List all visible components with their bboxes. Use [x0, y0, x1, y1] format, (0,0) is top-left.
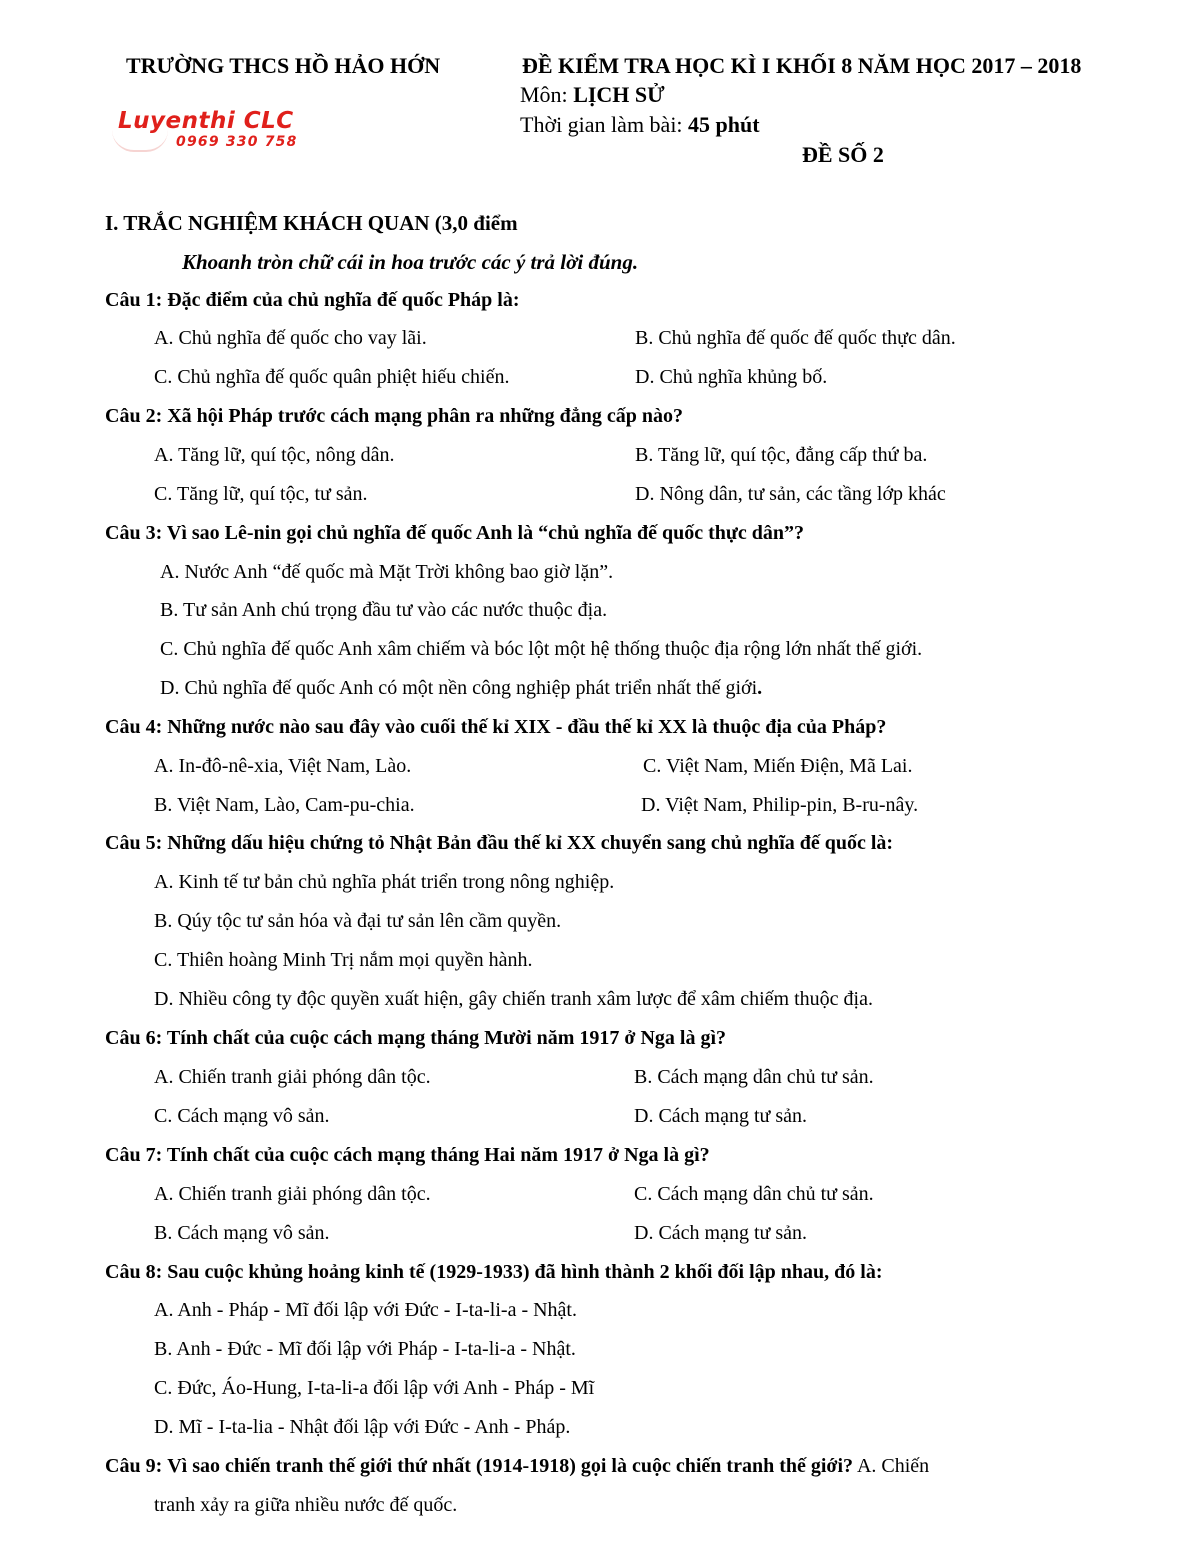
option-4b: B. Việt Nam, Lào, Cam-pu-chia.	[154, 794, 415, 816]
option-6d: D. Cách mạng tư sản.	[634, 1105, 808, 1127]
option-7b: B. Cách mạng vô sản.	[154, 1222, 330, 1244]
option-8a: A. Anh - Pháp - Mĩ đối lập với Đức - I-ta-li-a - Nhật.	[154, 1299, 577, 1321]
time-row	[520, 112, 760, 137]
option-1b: B. Chủ nghĩa đế quốc đế quốc thực dân.	[635, 327, 956, 349]
question-label: Câu 1:	[105, 289, 163, 311]
option-3b: B. Tư sản Anh chú trọng đầu tư vào các nước thuộc địa.	[160, 599, 608, 621]
option-6c: C. Cách mạng vô sản.	[154, 1105, 330, 1127]
option-5d: D. Nhiều công ty độc quyền xuất hiện, gây chiến tranh xâm lược để xâm chiếm thuộc địa.	[154, 988, 873, 1010]
section-title: I. TRẮC NGHIỆM KHÁCH QUAN (3,0 điểm	[105, 211, 518, 235]
exam-code: ĐỀ SỐ 2	[802, 142, 884, 167]
subject-row	[520, 82, 665, 107]
question-text: Vì sao chiến tranh thế giới thứ nhất (1914-1918) gọi là cuộc chiến tranh thế giới?	[167, 1455, 854, 1477]
option-9a-continued: tranh xảy ra giữa nhiều nước đế quốc.	[154, 1494, 458, 1516]
question-label: Câu 8:	[105, 1261, 163, 1283]
question-text: Tính chất của cuộc cách mạng tháng Mười năm 1917 ở Nga là gì?	[166, 1027, 727, 1049]
question-label: Câu 4:	[105, 716, 163, 738]
question-5	[105, 832, 893, 855]
option-1a: A. Chủ nghĩa đế quốc cho vay lãi.	[154, 327, 427, 349]
option-1d: D. Chủ nghĩa khủng bố.	[635, 366, 828, 388]
option-3a: A. Nước Anh “đế quốc mà Mặt Trời không bao giờ lặn”.	[160, 561, 614, 583]
question-label: Câu 6:	[105, 1027, 163, 1049]
option-7a: A. Chiến tranh giải phóng dân tộc.	[154, 1183, 431, 1205]
question-label: Câu 5:	[105, 832, 163, 854]
logo-name: Luyenthi CLC	[118, 108, 294, 134]
option-6a: A. Chiến tranh giải phóng dân tộc.	[154, 1066, 431, 1088]
option-2d: D. Nông dân, tư sản, các tầng lớp khác	[635, 483, 946, 505]
question-text: Những dấu hiệu chứng tỏ Nhật Bản đầu thế kỉ XX chuyển sang chủ nghĩa đế quốc là:	[167, 832, 894, 854]
question-label: Câu 2:	[105, 405, 163, 427]
option-8d: D. Mĩ - I-ta-lia - Nhật đối lập với Đức - Anh - Pháp.	[154, 1416, 571, 1438]
option-6b: B. Cách mạng dân chủ tư sản.	[634, 1066, 874, 1088]
exam-title: ĐỀ KIỂM TRA HỌC KÌ I KHỐI 8 NĂM HỌC 2017 – 2018	[522, 53, 1082, 78]
option-8c: C. Đức, Áo-Hung, I-ta-li-a đối lập với Anh - Pháp - Mĩ	[154, 1377, 595, 1399]
question-3	[105, 522, 804, 545]
question-6	[105, 1027, 726, 1050]
question-text: Xã hội Pháp trước cách mạng phân ra những đẳng cấp nào?	[167, 405, 683, 427]
question-8	[105, 1261, 883, 1284]
question-2	[105, 405, 683, 428]
subject-value: LỊCH SỬ	[573, 82, 665, 107]
question-label: Câu 3:	[105, 522, 163, 544]
question-9	[105, 1455, 929, 1478]
time-label: Thời gian làm bài:	[520, 112, 683, 137]
question-label: Câu 9:	[105, 1455, 163, 1477]
option-3c: C. Chủ nghĩa đế quốc Anh xâm chiếm và bóc lột một hệ thống thuộc địa rộng lớn nhất thế giới.	[160, 638, 923, 660]
option-7d: D. Cách mạng tư sản.	[634, 1222, 808, 1244]
question-label: Câu 7:	[105, 1144, 163, 1166]
logo	[112, 108, 352, 156]
option-8b: B. Anh - Đức - Mĩ đối lập với Pháp - I-ta-li-a - Nhật.	[154, 1338, 576, 1360]
option-2a: A. Tăng lữ, quí tộc, nông dân.	[154, 444, 395, 466]
time-value: 45 phút	[688, 112, 760, 137]
subject-label: Môn:	[520, 82, 568, 107]
question-7	[105, 1144, 710, 1167]
question-1	[105, 289, 520, 312]
option-3d-text: D. Chủ nghĩa đế quốc Anh có một nền công nghiệp phát triển nhất thế giới	[160, 677, 758, 699]
option-2c: C. Tăng lữ, quí tộc, tư sản.	[154, 483, 368, 505]
option-3d: D. Chủ nghĩa đế quốc Anh có một nền công nghiệp phát triển nhất thế giới.	[160, 677, 763, 699]
option-5c: C. Thiên hoàng Minh Trị nắm mọi quyền hành.	[154, 949, 533, 971]
option-1c: C. Chủ nghĩa đế quốc quân phiệt hiếu chiến.	[154, 366, 510, 388]
school-name: TRƯỜNG THCS HỒ HẢO HỚN	[126, 53, 441, 78]
logo-phone: 0969 330 758	[176, 134, 298, 150]
option-5a: A. Kinh tế tư bản chủ nghĩa phát triển trong nông nghiệp.	[154, 871, 615, 893]
option-5b: B. Qúy tộc tư sản hóa và đại tư sản lên cầm quyền.	[154, 910, 562, 932]
question-text: Tính chất của cuộc cách mạng tháng Hai năm 1917 ở Nga là gì?	[166, 1144, 710, 1166]
option-2b: B. Tăng lữ, quí tộc, đẳng cấp thứ ba.	[635, 444, 928, 466]
question-4	[105, 716, 886, 739]
option-4d: D. Việt Nam, Philip-pin, B-ru-nây.	[641, 794, 919, 816]
question-text: Sau cuộc khủng hoảng kinh tế (1929-1933) đã hình thành 2 khối đối lập nhau, đó là:	[167, 1261, 883, 1283]
section-instruction: Khoanh tròn chữ cái in hoa trước các ý trả lời đúng.	[182, 250, 639, 274]
question-text: Những nước nào sau đây vào cuối thế kỉ XIX - đầu thế kỉ XX là thuộc địa của Pháp?	[167, 716, 887, 738]
question-text: Vì sao Lê-nin gọi chủ nghĩa đế quốc Anh là “chủ nghĩa đế quốc thực dân”?	[166, 522, 805, 544]
option-7c: C. Cách mạng dân chủ tư sản.	[634, 1183, 874, 1205]
option-9a: A. Chiến	[856, 1455, 930, 1477]
option-4a: A. In-đô-nê-xia, Việt Nam, Lào.	[154, 755, 412, 777]
question-text: Đặc điểm của chủ nghĩa đế quốc Pháp là:	[167, 289, 520, 311]
option-4c: C. Việt Nam, Miến Điện, Mã Lai.	[643, 755, 913, 777]
